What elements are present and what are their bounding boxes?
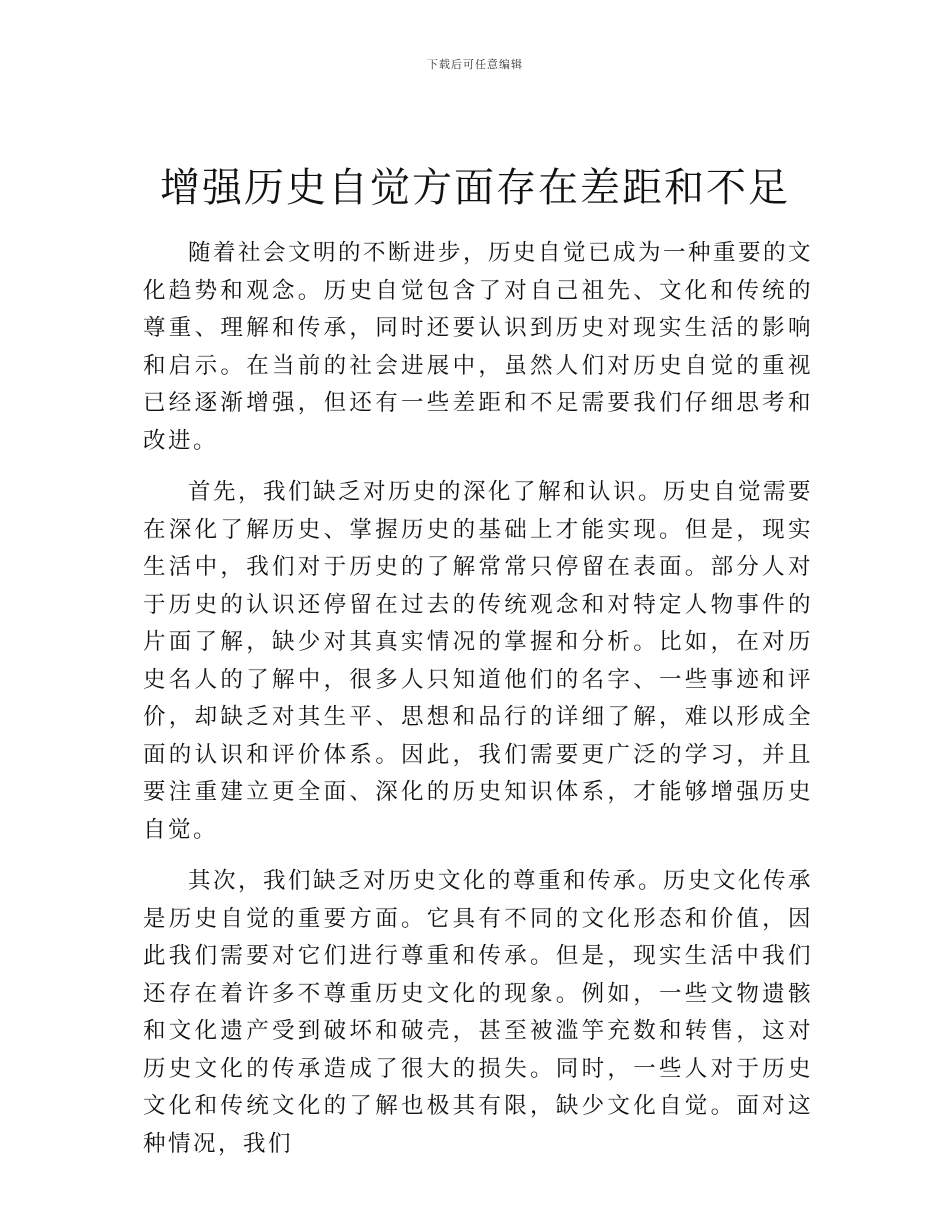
paragraph-second-point: 其次，我们缺乏对历史文化的尊重和传承。历史文化传承是历史自觉的重要方面。它具有不同的文化形态和价值，因此我们需要对它们进行尊重和传承。但是，现实生活中我们还存在着许多不尊重历史文化的现象。例如，一些文物遗骸和文化遗产受到破坏和破壳，甚至被滥竽充数和转售，这对历史文化的传承造成了很大的损失。同时，一些人对于历史文化和传统文化的了解也极其有限，缺少文化自觉。面对这种情况，我们 [143, 868, 814, 1157]
paragraph-intro: 随着社会文明的不断进步，历史自觉已成为一种重要的文化趋势和观念。历史自觉包含了对自己祖先、文化和传统的尊重、理解和传承，同时还要认识到历史对现实生活的影响和启示。在当前的社会进展中，虽然人们对历史自觉的重视已经逐渐增强，但还有一些差距和不足需要我们仔细思考和改进。 [143, 240, 814, 454]
paragraph-first-point: 首先，我们缺乏对历史的深化了解和认识。历史自觉需要在深化了解历史、掌握历史的基础上才能实现。但是，现实生活中，我们对于历史的了解常常只停留在表面。部分人对于历史的认识还停留在过去的传统观念和对特定人物事件的片面了解，缺少对其真实情况的掌握和分析。比如，在对历史名人的了解中，很多人只知道他们的名字、一些事迹和评价，却缺乏对其生平、思想和品行的详细了解，难以形成全面的认识和评价体系。因此，我们需要更广泛的学习，并且要注重建立更全面、深化的历史知识体系，才能够增强历史自觉。 [143, 479, 814, 843]
document-body [143, 235, 813, 1177]
page-header-note: 下载后可任意编辑 [427, 58, 523, 71]
document-title: 增强历史自觉方面存在差距和不足 [160, 165, 790, 211]
